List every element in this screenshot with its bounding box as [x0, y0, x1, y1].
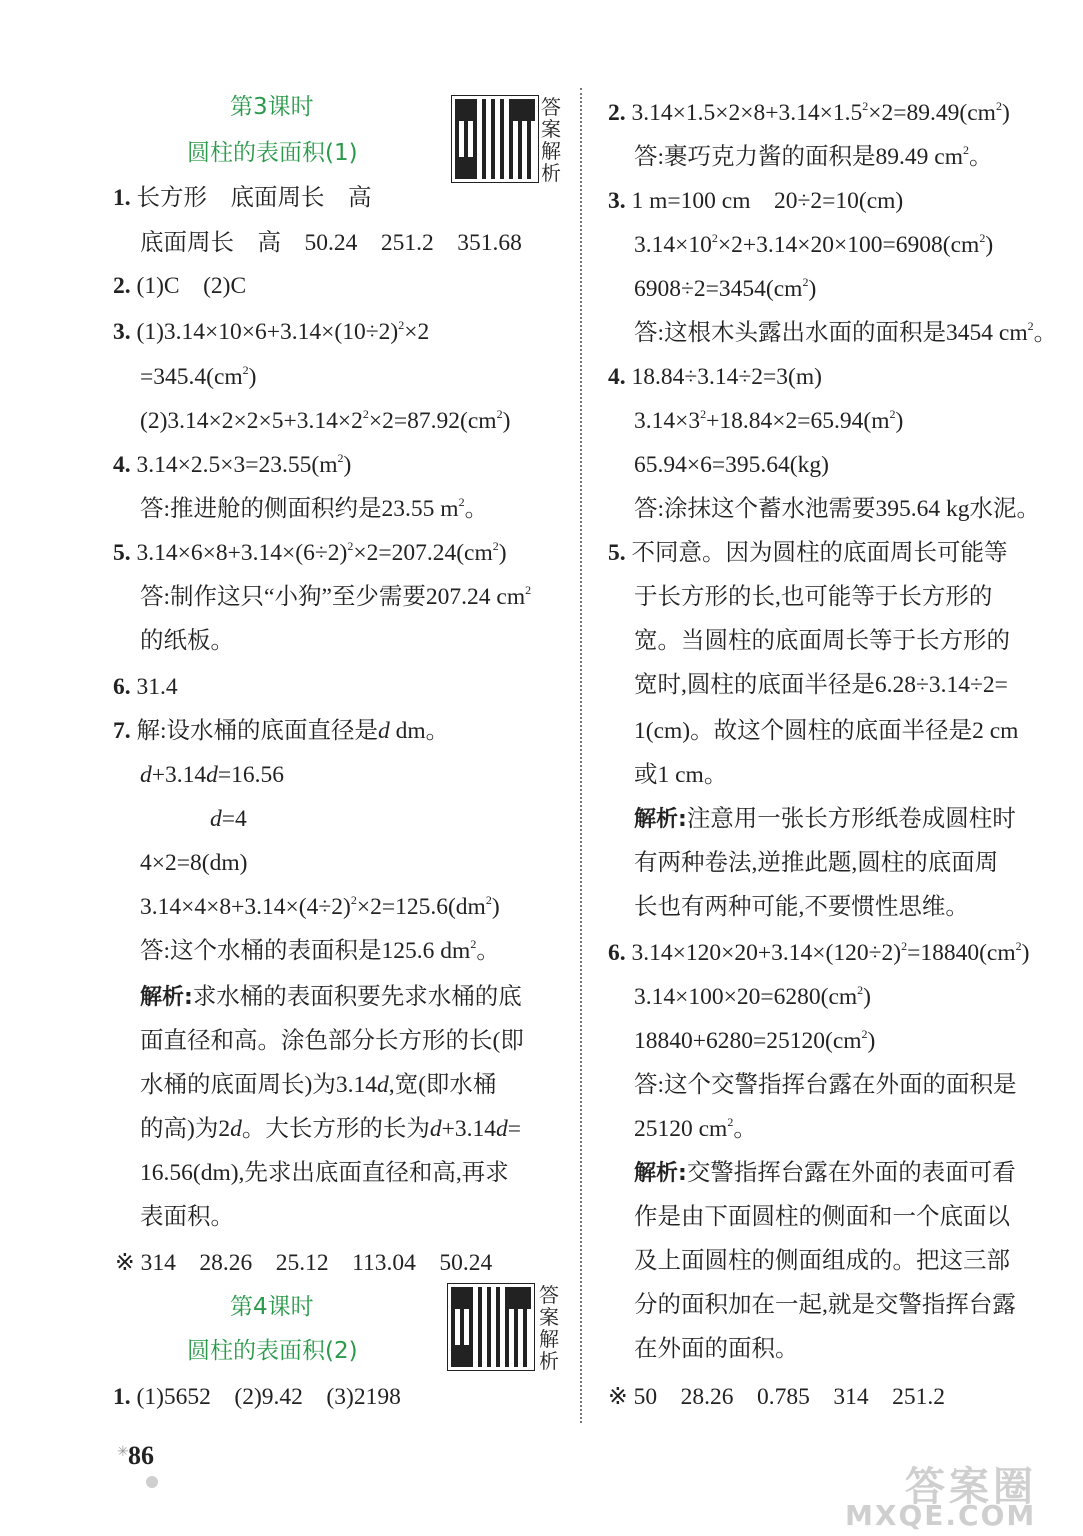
extra-answers-right: ※ 50 28.26 0.785 314 251.2: [608, 1384, 945, 1410]
question-4: 4. $3.14\times 2.5\times 3=23.55(m^2)$: [113, 451, 352, 478]
r-question-5-line-5: 1(cm)。故这个圆柱的底面半径是2 cm: [634, 718, 1019, 744]
r-question-6-line-2: $3.14\times 100\times 20=6280(cm^2)$: [634, 983, 871, 1010]
question-7-analysis-4: 的高)为2d。大长方形的长为d+3.14d=: [140, 1116, 521, 1142]
r-question-5-analysis-3: 长也有两种可能,不要惯性思维。: [634, 894, 969, 920]
r-question-5-line-6: 或1 cm。: [634, 762, 728, 788]
r-question-3-line-2: $3.14\times 10^2\times 2+3.14\times 20\times 100=6908(cm^2)$: [634, 231, 994, 258]
question-7-height: 4×2=8(dm): [140, 850, 248, 876]
question-5-answer: 答:制作这只“小狗”至少需要207.24 $cm^2$: [140, 583, 532, 610]
qr-code-icon[interactable]: [452, 96, 538, 182]
qr-label: 答案解析: [541, 95, 561, 185]
r-question-5-analysis-2: 有两种卷法,逆推此题,圆柱的底面周: [634, 850, 999, 876]
r-question-5-line-3: 宽。当圆柱的底面周长等于长方形的: [634, 628, 1010, 654]
question-7-analysis: 解析:求水桶的表面积要先求水桶的底: [140, 984, 522, 1010]
r-question-4-line-2: $3.14\times 3^2+18.84\times 2=65.94(m^2)$: [634, 407, 904, 434]
r-question-6-analysis-2: 作是由下面圆柱的侧面和一个底面以: [634, 1204, 1010, 1230]
section-title-lesson3: 第3课时: [230, 94, 314, 120]
r-question-6-answer-cont: 25120 $cm^2$。: [634, 1115, 757, 1142]
r-question-4: 4. 18.84÷3.14÷2=3(m): [608, 364, 822, 390]
question-7-area: $3.14\times 4\times 8+3.14\times(4\div 2)^2\times 2=125.6(dm^2)$: [140, 893, 500, 920]
section-subtitle-lesson4: 圆柱的表面积(2): [187, 1338, 358, 1364]
r-question-3-line-3: $6908\div 2=3454(cm^2)$: [634, 275, 817, 302]
watermark: [845, 1455, 1070, 1530]
question-7-answer: 答:这个水桶的表面积是125.6 $dm^2$。: [140, 937, 500, 964]
question-1-line-2: 底面周长 高 50.24 251.2 351.68: [140, 230, 522, 256]
column-divider: [580, 88, 582, 1423]
question-7-analysis-6: 表面积。: [140, 1204, 234, 1230]
question-7-analysis-5: 16.56(dm),先求出底面直径和高,再求: [140, 1160, 509, 1186]
question-4-answer: 答:推进舱的侧面积约是23.55 $m^2$。: [140, 495, 489, 522]
page-star-icon: ✳: [117, 1444, 129, 1460]
question-6: 6. 31.4: [113, 674, 178, 700]
question-3-line-2: $=345.4(cm^2)$: [140, 363, 257, 390]
r-question-6: 6. $3.14\times 120\times 20+3.14\times(120\div 2)^2=18840(cm^2)$: [608, 939, 1030, 966]
r-question-2-answer: 答:裹巧克力酱的面积是89.49 $cm^2$。: [634, 143, 993, 170]
question-5: 5. $3.14\times 6\times 8+3.14\times(6\div 2)^2\times 2=207.24(cm^2)$: [113, 539, 507, 566]
extra-answers-left: ※ 314 28.26 25.12 113.04 50.24: [115, 1250, 493, 1276]
question-1: 1. 长方形 底面周长 高: [113, 185, 372, 211]
watermark-url: MXQE.COM: [845, 1499, 1037, 1532]
question-7-solution: d=4: [210, 806, 247, 832]
r-question-4-line-3: 65.94×6=395.64(kg): [634, 452, 829, 478]
r-question-6-line-3: $18840+6280=25120(cm^2)$: [634, 1027, 876, 1054]
r-question-4-answer: 答:涂抹这个蓄水池需要395.64 kg水泥。: [634, 496, 1041, 522]
r-question-5-line-4: 宽时,圆柱的底面半径是6.28÷3.14÷2=: [634, 672, 1008, 698]
r-question-6-analysis-4: 分的面积加在一起,就是交警指挥台露: [634, 1292, 1016, 1318]
page-dot-icon: [146, 1476, 158, 1488]
question-2: 2. (1)C (2)C: [113, 273, 247, 299]
question-7-equation: d+3.14d=16.56: [140, 762, 285, 788]
r-question-3-answer: 答:这根木头露出水面的面积是3454 $cm^2$。: [634, 319, 1058, 346]
qr-label: 答案解析: [539, 1283, 559, 1373]
r-question-6-analysis-5: 在外面的面积。: [634, 1336, 799, 1362]
question-7-analysis-2: 面直径和高。涂色部分长方形的长(即: [140, 1028, 524, 1054]
r-question-6-analysis: 解析:交警指挥台露在外面的表面可看: [634, 1160, 1016, 1186]
page-number: 86: [128, 1441, 154, 1470]
r-question-2: 2. $3.14\times 1.5\times 2\times 8+3.14\times 1.5^2\times 2=89.49(cm^2)$: [608, 99, 1010, 126]
section-title-lesson4: 第4课时: [230, 1294, 314, 1320]
question-7: 7. 解:设水桶的底面直径是d dm。: [113, 718, 450, 744]
watermark-logo: 答案圈: [905, 1464, 1037, 1510]
question-3: 3. $(1)3.14\times 10\times 6+3.14\times(10\div 2)^2\times 2$: [113, 318, 430, 345]
r-question-5: 5. 不同意。因为圆柱的底面周长可能等: [608, 540, 1008, 566]
r-question-6-analysis-3: 及上面圆柱的侧面组成的。把这三部: [634, 1248, 1010, 1274]
r-question-5-line-2: 于长方形的长,也可能等于长方形的: [634, 584, 993, 610]
question-3-line-3: $(2)3.14\times 2\times 2\times 5+3.14\times 2^2\times 2=87.92(cm^2)$: [140, 407, 511, 434]
qr-code-icon[interactable]: [448, 1284, 534, 1370]
r-question-5-analysis: 解析:注意用一张长方形纸卷成圆柱时: [634, 806, 1016, 832]
lesson4-question-1: 1. (1)5652 (2)9.42 (3)2198: [113, 1384, 401, 1410]
r-question-6-answer: 答:这个交警指挥台露在外面的面积是: [634, 1072, 1017, 1098]
r-question-3: 3. 1 m=100 cm 20÷2=10(cm): [608, 188, 904, 214]
section-subtitle-lesson3: 圆柱的表面积(1): [187, 140, 358, 166]
question-7-analysis-3: 水桶的底面周长)为3.14d,宽(即水桶: [140, 1072, 497, 1098]
question-5-answer-cont: 的纸板。: [140, 628, 234, 654]
